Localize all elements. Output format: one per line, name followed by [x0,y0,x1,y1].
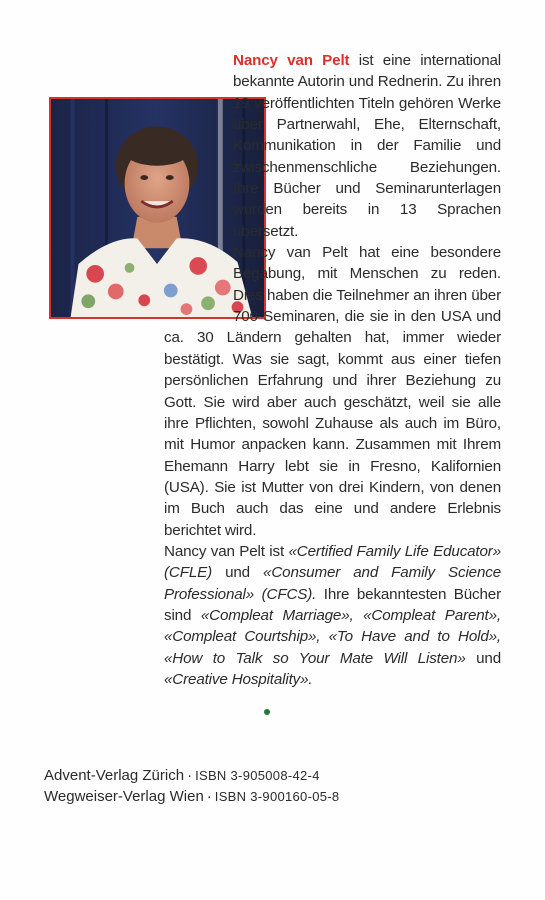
certification-cfcs: «Consumer and Family Science Professional» (CFCS). [164,564,501,603]
bio-paragraph-3 [164,541,501,690]
separator-dot: · [187,767,193,784]
bio-intro-text: ist eine international bekannte Autorin und Rednerin. Zu ihren 19 veröffentlichten Titeln gehören Werke über Partnerwahl, Ehe, Elternschaft, Kommunikation in der Familie und zwischenmenschliche Beziehungen. Ihre Bücher und Seminarunterlagen wurden bereits in 13 Sprachen übersetzt. [233,52,502,240]
bio-p3-text-a: Nancy van Pelt ist [164,542,289,560]
book-title-last: «Creative Hospitality». [164,670,313,688]
decorative-dot [264,709,270,715]
bio-p3-text-g: und [465,649,502,667]
author-name: Nancy van Pelt [233,52,350,69]
certification-cfle: «Certified Family Life Educator» (CFLE) [164,542,502,582]
publisher-line-1 [44,765,504,786]
book-titles-list: «Compleat Marriage», «Compleat Parent», «Compleat Courtship», «To Have and to Hold», «How to Talk so Your Mate Will Listen» [164,606,501,667]
bio-p3-text-e: Ihre bekanntesten Bücher sind [164,585,501,624]
author-biography [164,50,501,690]
separator-dot: · [206,788,212,805]
publisher-line-2 [44,786,504,807]
publisher-name: Wegweiser-Verlag Wien [44,788,204,805]
publisher-info [44,765,504,807]
isbn-number: ISBN 3-905008-42-4 [195,768,320,783]
photo-wrap-spacer [116,50,233,320]
isbn-number: ISBN 3-900160-05-8 [214,789,340,804]
publisher-name: Advent-Verlag Zürich [44,767,185,784]
bio-paragraph-2: Nancy van Pelt hat eine besondere Begabung, mit Menschen zu reden. Dies haben die Teilnehmer an ihren über 700 Seminaren, die sie in den USA und ca. 30 Ländern gehalten hat, immer wieder bestätigt. Was sie sagt, kommt aus einer tiefen persönlichen Erfahrung und ihrer Beziehung zu Gott. Sie wird aber auch geschätzt, weil sie alle ihre Pflichten, sowohl Zuhause als auch im Büro, mit Humor anpacken kann. Zusammen mit Ihrem Ehemann Harry lebt sie in Fresno, Kalifornien (USA). Sie ist Mutter von drei Kindern, von denen im Buch auch das eine und andere Erlebnis berichtet wird. [164,244,501,539]
bio-p3-text-c: und [212,564,264,582]
